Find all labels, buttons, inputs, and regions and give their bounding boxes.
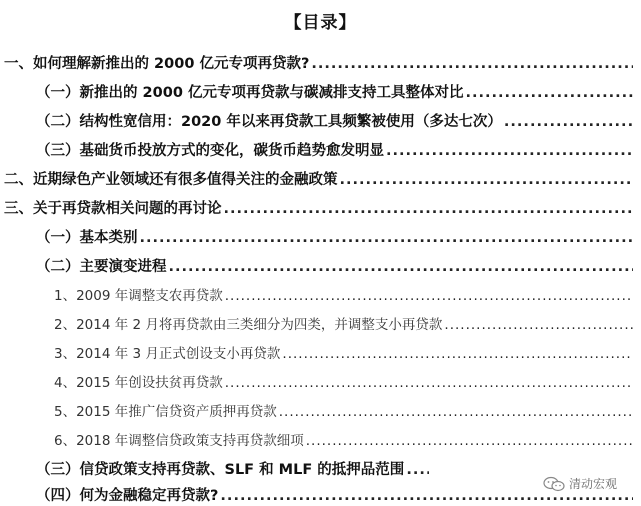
leader-dots	[306, 433, 633, 449]
leader-dots	[465, 85, 633, 101]
watermark	[543, 475, 617, 492]
toc-entry[interactable]	[54, 429, 633, 451]
toc-entry-label: 6、2018 年调整信贷政策支持再贷款细项	[54, 433, 304, 449]
toc-entry[interactable]	[36, 458, 429, 480]
toc-entry[interactable]	[54, 342, 633, 364]
toc-entry-label: 5、2015 年推广信贷资产质押再贷款	[54, 404, 277, 420]
leader-dots	[504, 114, 633, 130]
leader-dots	[225, 375, 633, 391]
leader-dots	[340, 172, 634, 188]
toc-entry[interactable]	[4, 52, 633, 74]
leader-dots	[279, 404, 633, 420]
leader-dots	[224, 201, 634, 217]
toc-entry[interactable]	[36, 139, 633, 161]
toc-entry-label: 3、2014 年 3 月正式创设支小再贷款	[54, 346, 281, 362]
toc-entry[interactable]	[54, 313, 633, 335]
toc-entry[interactable]	[54, 400, 633, 422]
toc-title: 【目录】	[284, 13, 357, 33]
leader-dots	[169, 259, 634, 275]
toc-entry-label: （三）基础货币投放方式的变化，碳货币趋势愈发明显	[36, 143, 384, 159]
watermark-text: 清动宏观	[568, 477, 617, 491]
toc-entry-label: 2、2014 年 2 月将再贷款由三类细分为四类，并调整支小再贷款	[54, 317, 443, 333]
toc-entry[interactable]	[36, 81, 633, 103]
toc-entry[interactable]	[54, 284, 633, 306]
leader-dots	[406, 462, 429, 478]
leader-dots	[386, 143, 633, 159]
wechat-icon	[543, 476, 565, 492]
toc-entry-label: （三）信贷政策支持再贷款、SLF 和 MLF 的抵押品范围	[36, 462, 405, 478]
leader-dots	[311, 56, 633, 72]
toc-entry-label: （一）基本类别	[36, 230, 138, 246]
toc-entry-label: 一、如何理解新推出的 2000 亿元专项再贷款?	[4, 56, 310, 72]
toc-entry[interactable]	[36, 110, 633, 132]
toc-entry-label: （二）结构性宽信用：2020 年以来再贷款工具频繁被使用（多达七次）	[36, 114, 502, 130]
toc-entry-label: 二、近期绿色产业领域还有很多值得关注的金融政策	[4, 172, 338, 188]
toc-entry-label: （四）何为金融稳定再贷款?	[36, 488, 219, 504]
toc-entry[interactable]	[4, 168, 633, 190]
leader-dots	[225, 288, 633, 304]
leader-dots	[140, 230, 634, 246]
toc-entry[interactable]	[4, 197, 633, 219]
toc-entry-label: 4、2015 年创设扶贫再贷款	[54, 375, 223, 391]
toc-entry[interactable]	[36, 226, 633, 248]
leader-dots	[282, 346, 633, 362]
toc-entry[interactable]	[36, 255, 633, 277]
toc-entry-label: 1、2009 年调整支农再贷款	[54, 288, 223, 304]
toc-entry-label: （一）新推出的 2000 亿元专项再贷款与碳减排支持工具整体对比	[36, 85, 464, 101]
leader-dots	[444, 317, 633, 333]
toc-entry-label: 三、关于再贷款相关问题的再讨论	[4, 201, 222, 217]
toc-entry[interactable]	[54, 371, 633, 393]
toc-entry-label: （二）主要演变进程	[36, 259, 167, 275]
